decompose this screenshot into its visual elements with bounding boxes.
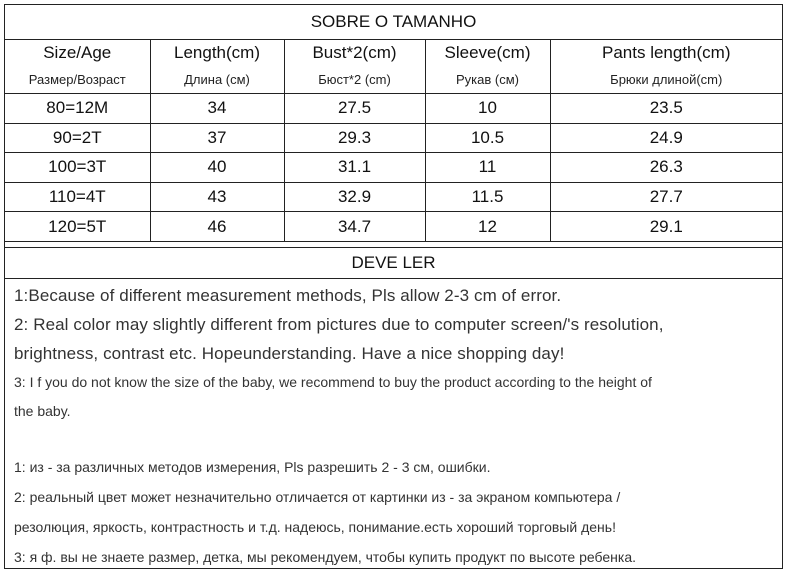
cell-pants: 24.9	[550, 123, 782, 153]
column-header-ru: Размер/Возраст	[28, 72, 126, 87]
cell-length: 46	[150, 212, 284, 242]
table-row	[5, 182, 782, 212]
column-header-en: Pants length(cm)	[602, 43, 731, 62]
note-en-line: 3: I f you do not know the size of the baby, we recommend to buy the product according to the height of	[14, 374, 652, 390]
note-en-line: brightness, contrast etc. Hopeunderstanding. Have a nice shopping day!	[14, 344, 565, 363]
column-header-size	[5, 39, 150, 94]
cell-bust: 32.9	[284, 182, 425, 212]
notes-block	[14, 281, 776, 572]
column-header-ru: Бюст*2 (cm)	[318, 72, 391, 87]
cell-sleeve: 10	[425, 94, 550, 124]
cell-size: 100=3T	[5, 153, 150, 183]
cell-length: 37	[150, 123, 284, 153]
table-row	[5, 153, 782, 183]
note-en-line: the baby.	[14, 403, 71, 419]
cell-size: 120=5T	[5, 212, 150, 242]
cell-sleeve: 10.5	[425, 123, 550, 153]
column-header-en: Size/Age	[43, 43, 112, 62]
column-header-pants	[550, 39, 782, 94]
note-en-line: 2: Real color may slightly different from pictures due to computer screen/'s resolution,	[14, 315, 664, 334]
column-header-length	[150, 39, 284, 94]
table-row	[5, 94, 782, 124]
cell-length: 40	[150, 153, 284, 183]
cell-pants: 27.7	[550, 182, 782, 212]
header-row	[5, 39, 782, 94]
note-ru-line: 3: я ф. вы не знаете размер, детка, мы рекомендуем, чтобы купить продукт по высоте ребенка.	[14, 549, 637, 565]
size-table	[5, 39, 782, 242]
cell-size: 90=2T	[5, 123, 150, 153]
column-header-sleeve	[425, 39, 550, 94]
cell-pants: 29.1	[550, 212, 782, 242]
cell-sleeve: 11.5	[425, 182, 550, 212]
table-row	[5, 123, 782, 153]
column-header-ru: Длина (см)	[184, 72, 250, 87]
note-en-line: 1:Because of different measurement methods, Pls allow 2-3 cm of error.	[14, 286, 562, 305]
note-ru-line: резолюция, яркость, контрастность и т.д. надеюсь, понимание.есть хороший торговый день!	[14, 519, 616, 535]
column-header-bust	[284, 39, 425, 94]
cell-bust: 29.3	[284, 123, 425, 153]
column-header-ru: Рукав (см)	[456, 72, 519, 87]
spacer	[14, 426, 776, 452]
cell-pants: 26.3	[550, 153, 782, 183]
cell-sleeve: 11	[425, 153, 550, 183]
column-header-ru: Брюки длиной(cm)	[610, 72, 723, 87]
size-chart-sheet	[4, 4, 783, 569]
cell-size: 110=4T	[5, 182, 150, 212]
note-ru-line: 2: реальный цвет может незначительно отличается от картинки из - за экраном компьютера /	[14, 489, 621, 505]
cell-pants: 23.5	[550, 94, 782, 124]
table-row	[5, 212, 782, 242]
cell-bust: 27.5	[284, 94, 425, 124]
section-title: DEVE LER	[5, 247, 782, 279]
cell-length: 34	[150, 94, 284, 124]
cell-bust: 34.7	[284, 212, 425, 242]
chart-title: SOBRE O TAMANHO	[5, 5, 782, 40]
note-ru-line: 1: из - за различных методов измерения, Pls разрешить 2 - 3 см, ошибки.	[14, 459, 491, 475]
cell-size: 80=12M	[5, 94, 150, 124]
column-header-en: Length(cm)	[174, 43, 260, 62]
cell-sleeve: 12	[425, 212, 550, 242]
cell-bust: 31.1	[284, 153, 425, 183]
column-header-en: Bust*2(cm)	[312, 43, 397, 62]
cell-length: 43	[150, 182, 284, 212]
column-header-en: Sleeve(cm)	[444, 43, 531, 62]
